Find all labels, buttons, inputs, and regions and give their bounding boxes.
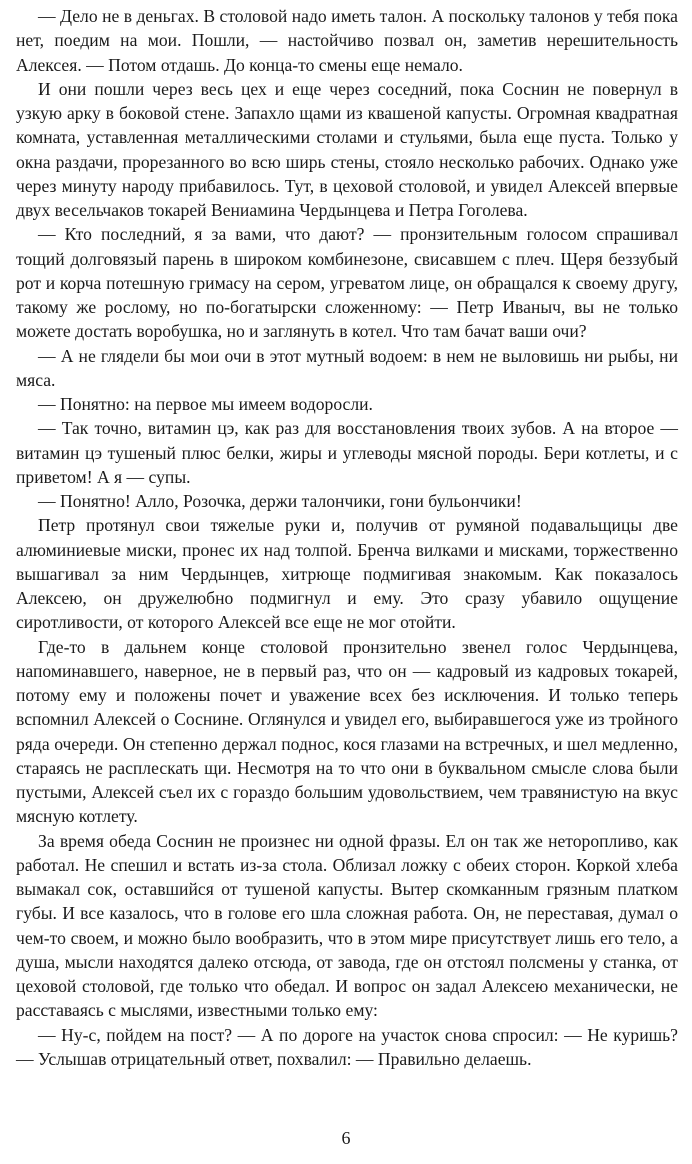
body-text	[16, 4, 678, 1071]
page-number: 6	[341, 1128, 351, 1148]
paragraph-7: — Понятно! Алло, Розочка, держи талончики, гони бульончики!	[38, 491, 522, 511]
paragraph-9: Где-то в дальнем конце столовой пронзительно звенел голос Чердынцева, напоминавшего, наверное, не в первый раз, что он — кадровый из кадровых токарей, потому ему и положены почет и уважение всех без исключения. И только теперь вспомнил Алексей о Соснине. Оглянулся и увидел его, выбиравшегося уже из тройного ряда очереди. Он степенно держал поднос, кося глазами на встречных, и шел медленно, стараясь не расплескать щи. Несмотря на то что они в буквальном смысле слова были пустыми, Алексей съел их с гораздо большим удовольствием, чем травянистую на вкус мясную котлету.	[16, 636, 678, 827]
paragraph-5: — Понятно: на первое мы имеем водоросли.	[38, 394, 373, 414]
paragraph-10: За время обеда Соснин не произнес ни одной фразы. Ел он так же неторопливо, как работал. Не спешил и встать из-за стола. Облизал ложку с обеих сторон. Коркой хлеба вымакал сок, оставшийся от тушеной капусты. Вытер скомканным грязным платком губы. И все казалось, что в голове его шла сложная работа. Он, не переставая, думал о чем-то своем, и можно было вообразить, что в этом мире присутствует лишь его тело, а душа, мысли находятся далеко отсюда, от завода, где он отстоял полсмены у станка, от цеховой столовой, где только что обедал. И вопрос он задал Алексею механически, не расставаясь с мыслями, известными только ему:	[16, 830, 678, 1021]
paragraph-11: — Ну-с, пойдем на пост? — А по дороге на участок снова спросил: — Не куришь? — Услышав отрицательный ответ, похвалил: — Правильно делаешь.	[16, 1024, 678, 1069]
paragraph-8: Петр протянул свои тяжелые руки и, получив от румяной подавальщицы две алюминиевые миски, пронес их над толпой. Бренча вилками и мисками, торжественно вышагивал за ним Чердынцев, хитрюще подмигивая знакомым. Как показалось Алексею, он дружелюбно подмигнул и ему. Это сразу убавило ощущение сиротливости, от которого Алексей все еще не мог отойти.	[16, 515, 678, 633]
paragraph-3: — Кто последний, я за вами, что дают? — пронзительным голосом спрашивал тощий долговязый парень в широком комбинезоне, свисавшем с плеч. Щеря беззубый рот и корча потешную гримасу на сером, угреватом лице, он обращался к своему другу, такому же рослому, но по-богатырски сложенному: — Петр Иваныч, вы не только можете достать воробушка, но и заглянуть в котел. Что там бачат ваши очи?	[16, 224, 678, 342]
paragraph-6: — Так точно, витамин цэ, как раз для восстановления твоих зубов. А на второе — витамин цэ тушеный плюс белки, жиры и углеводы мясной породы. Бери котлеты, и с приветом! А я — супы.	[16, 418, 678, 487]
paragraph-4: — А не глядели бы мои очи в этот мутный водоем: в нем не выловишь ни рыбы, ни мяса.	[16, 345, 678, 390]
paragraph-1: — Дело не в деньгах. В столовой надо иметь талон. А поскольку талонов у тебя пока нет, поедим на мои. Пошли, — настойчиво позвал он, заметив нерешительность Алексея. — Потом отдашь. До конца-то смены еще немало.	[16, 6, 678, 75]
paragraph-2: И они пошли через весь цех и еще через соседний, пока Соснин не повернул в узкую арку в боковой стене. Запахло щами из квашеной капусты. Огромная квадратная комната, уставленная металлическими столами и стульями, была еще пуста. Только у окна раздачи, прорезанного во всю ширь стены, стояло несколько рабочих. Однако уже через минуту народу прибавилось. Тут, в цеховой столовой, и увидел Алексей впервые двух весельчаков токарей Вениамина Чердынцева и Петра Гоголева.	[16, 78, 678, 220]
